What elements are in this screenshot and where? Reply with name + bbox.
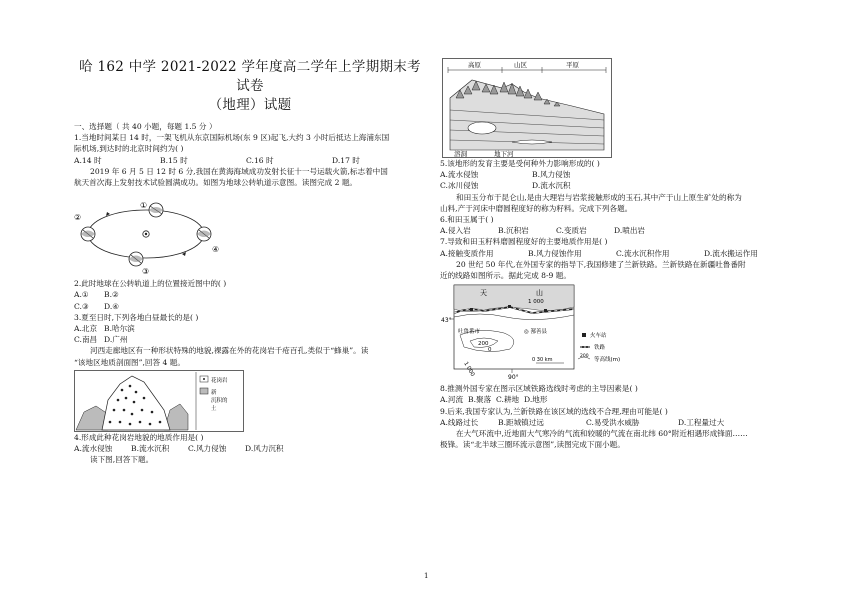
q5-option-d[interactable]: D.流水沉积 bbox=[532, 181, 571, 191]
q7-option-a[interactable]: A.接触变质作用 bbox=[440, 248, 494, 258]
map-city: 吐鲁番市 bbox=[458, 329, 481, 336]
map-contour-1000: 1 000 bbox=[528, 299, 544, 306]
rock-profile-figure bbox=[74, 370, 426, 432]
q4-option-c[interactable]: C.风力侵蚀 bbox=[188, 444, 227, 454]
q8-options bbox=[440, 394, 790, 405]
q9-options bbox=[440, 417, 790, 428]
map-contour-200: 200 bbox=[478, 341, 489, 348]
legend-rail: 铁路 bbox=[594, 345, 606, 352]
q4-option-a[interactable]: A.流水侵蚀 bbox=[74, 444, 113, 454]
q3-option-b[interactable]: B.哈尔滨 bbox=[104, 324, 135, 334]
intro2-line2: 航天首次海上发射技术试验圆满成功。如图为地球公转轨道示意图。读图完成 2 题。 bbox=[74, 178, 358, 188]
q9-option-d[interactable]: D.工程量过大 bbox=[678, 417, 725, 427]
q8-option-b[interactable]: B.聚落 bbox=[468, 395, 492, 405]
map-label-shan: 山 bbox=[536, 289, 543, 298]
q5-option-b[interactable]: B.风力侵蚀 bbox=[532, 170, 571, 180]
landscape-figure bbox=[440, 58, 790, 158]
q9-option-b[interactable]: B.距城镇过远 bbox=[498, 417, 544, 427]
q6-options bbox=[440, 225, 790, 236]
q3-options bbox=[74, 323, 426, 334]
q3-stem: 3.夏至日时,下列各地白昼最长的是( ) bbox=[74, 312, 199, 322]
legend-contour-value: 200 bbox=[580, 354, 589, 360]
orbit-diagram bbox=[74, 190, 224, 278]
map-contour-1000b: 1 000 bbox=[462, 361, 476, 378]
q1-stem-line2: 际机场,到达时的北京时间约为( ) bbox=[74, 144, 184, 154]
landscape-label-underground-river: 地下河 bbox=[494, 150, 514, 158]
q3-options-row2 bbox=[74, 334, 426, 345]
q9-option-a[interactable]: A.线路过长 bbox=[440, 417, 479, 427]
q2-option-c[interactable]: C.③ bbox=[74, 301, 89, 311]
map-scale: 0 30 km bbox=[532, 357, 553, 364]
intro10-line2: 极锋。读“北半球三圈环流示意图”,读图完成下面小题。 bbox=[440, 440, 625, 450]
q2-options bbox=[74, 289, 426, 300]
q6-option-b[interactable]: B.沉积岩 bbox=[498, 226, 529, 236]
q3-option-c[interactable]: C.南昌 bbox=[74, 335, 98, 345]
legend-contour: 等高线(m) bbox=[594, 357, 621, 364]
q1-option-d[interactable]: D.17 时 bbox=[332, 155, 360, 165]
rock-legend-sediment: 沉积的 bbox=[211, 397, 228, 404]
intro2-line1: 2019 年 6 月 5 日 12 时 6 分,我国在黄海海域成功发射长征十一号运载火箭,标志着中国 bbox=[90, 166, 388, 176]
q4-stem: 4.形成此种花岗岩地貌的地质作用是( ) bbox=[74, 432, 204, 442]
q6-option-c[interactable]: C.变质岩 bbox=[556, 226, 587, 236]
page-number: 1 bbox=[424, 572, 429, 580]
q5-options-row2 bbox=[440, 180, 790, 191]
railway-map bbox=[440, 283, 650, 383]
rock-legend-soil: 土 bbox=[211, 405, 217, 412]
map-lat-label: 43° bbox=[441, 317, 452, 325]
rock-profile-diagram bbox=[74, 370, 244, 432]
q2-option-d[interactable]: D.④ bbox=[104, 301, 120, 311]
exam-title: 哈 162 中学 2021-2022 学年度高二学年上学期期末考试卷 bbox=[79, 59, 421, 94]
landscape-label-plateau: 高原 bbox=[468, 61, 481, 69]
q7-option-b[interactable]: B.风力侵蚀作用 bbox=[528, 248, 582, 258]
q8-stem: 8.推测外国专家在图示区域铁路选线时考虑的主导因素是( ) bbox=[440, 384, 638, 394]
orbit-label-3: ③ bbox=[142, 267, 150, 277]
q7-option-c[interactable]: C.流水沉积作用 bbox=[616, 248, 670, 258]
q6-stem: 6.和田玉属于( ) bbox=[440, 215, 494, 225]
q7-option-d[interactable]: D.流水搬运作用 bbox=[704, 248, 758, 258]
q9-option-c[interactable]: C.易受洪水威胁 bbox=[586, 417, 640, 427]
q2-option-a[interactable]: A.① bbox=[74, 290, 89, 300]
q2-options-row2 bbox=[74, 301, 426, 312]
intro6-line2: 山料,产于河床中磨圆程度好的称为籽料。完成下列各题。 bbox=[440, 203, 633, 213]
intro5: 读下图,回答下题。 bbox=[90, 455, 154, 465]
q5-option-c[interactable]: C.冰川侵蚀 bbox=[440, 181, 479, 191]
intro10-line1: 在大气环流中,近地面大气寒冷的气流和较暖的气流在南北纬 60°附近相遇形成锋面…… bbox=[456, 429, 748, 439]
section-heading: 一、选择题（ 共 40 小题，每题 1.5 分 ） bbox=[74, 122, 217, 131]
landscape-label-cave: 溶洞 bbox=[454, 150, 467, 158]
rock-legend-granite: 花岗岩 bbox=[211, 377, 228, 384]
orbit-label-1: ① bbox=[140, 201, 148, 211]
q4-options bbox=[74, 443, 426, 454]
q2-stem: 2.此时地球在公转轨道上的位置接近图中的( ) bbox=[74, 279, 227, 289]
q3-option-d[interactable]: D.广州 bbox=[104, 335, 128, 345]
orbit-figure bbox=[74, 190, 426, 278]
q1-stem-line1: 1.当地时间某日 14 时，一架飞机从东京国际机场(东 9 区)起飞,大约 3 小时后抵达上海浦东国 bbox=[74, 133, 390, 143]
q8-option-d[interactable]: D.地形 bbox=[524, 395, 548, 405]
q3-option-a[interactable]: A.北京 bbox=[74, 324, 98, 334]
q1-option-a[interactable]: A.14 时 bbox=[74, 155, 102, 165]
map-lon-label: 90° bbox=[508, 374, 519, 382]
q1-options bbox=[74, 155, 426, 166]
intro8-line1: 20 世纪 50 年代,在外国专家的指导下,我国修建了兰新铁路。兰新铁路在新疆吐鲁番附 bbox=[456, 259, 746, 269]
q1-option-b[interactable]: B.15 时 bbox=[160, 155, 188, 165]
q4-option-b[interactable]: B.流水沉积 bbox=[131, 444, 170, 454]
q2-option-b[interactable]: B.② bbox=[104, 290, 119, 300]
map-town: ◎ 鄯善县 bbox=[524, 329, 548, 336]
q9-stem: 9.后来,我国专家认为,兰新铁路在该区域的选线不合理,理由可能是( ) bbox=[440, 406, 668, 416]
q7-options bbox=[440, 248, 790, 259]
landscape-label-plain: 平原 bbox=[566, 61, 579, 69]
q8-option-c[interactable]: C.耕地 bbox=[496, 395, 520, 405]
right-column bbox=[440, 58, 790, 450]
q4-option-d[interactable]: D.风力沉积 bbox=[245, 444, 284, 454]
q5-option-a[interactable]: A.流水侵蚀 bbox=[440, 170, 479, 180]
orbit-label-4: ④ bbox=[212, 245, 220, 255]
map-contour-0: 0 bbox=[488, 347, 492, 354]
railway-map-figure bbox=[440, 283, 790, 383]
q5-options bbox=[440, 169, 790, 180]
intro4-line1: 河西走廊地区有一种形状特殊的地貌,裸露在外的花岗岩千疮百孔,类似于“蜂巢”。读 bbox=[90, 346, 369, 356]
left-column bbox=[74, 58, 426, 465]
intro8-line2: 近的线路如图所示。据此完成 8-9 题。 bbox=[440, 271, 571, 281]
landscape-diagram bbox=[442, 58, 612, 158]
q1-option-c[interactable]: C.16 时 bbox=[246, 155, 274, 165]
q6-option-a[interactable]: A.侵入岩 bbox=[440, 226, 471, 236]
legend-station: 火车站 bbox=[590, 333, 607, 340]
orbit-label-2: ② bbox=[74, 213, 82, 223]
exam-subtitle: （地理）试题 bbox=[208, 97, 292, 113]
intro6-line1: 和田玉分布于昆仑山,是由大理岩与岩浆接触形成的玉石,其中产于山上原生矿处的称为 bbox=[456, 192, 742, 202]
q8-option-a[interactable]: A.河流 bbox=[440, 395, 464, 405]
intro4-line2: “该地区地质剖面图”,回答 4 题。 bbox=[74, 357, 185, 367]
landscape-label-mountain: 山区 bbox=[514, 61, 527, 69]
q5-stem: 5.该地形的发育主要是受何种外力影响形成的( ) bbox=[440, 159, 600, 168]
rock-legend-new: 新 bbox=[211, 389, 217, 396]
q7-stem: 7.导致和田玉籽料磨圆程度好的主要地质作用是( ) bbox=[440, 237, 608, 247]
q6-option-d[interactable]: D.喷出岩 bbox=[614, 226, 646, 236]
map-label-tian: 天 bbox=[480, 289, 487, 298]
